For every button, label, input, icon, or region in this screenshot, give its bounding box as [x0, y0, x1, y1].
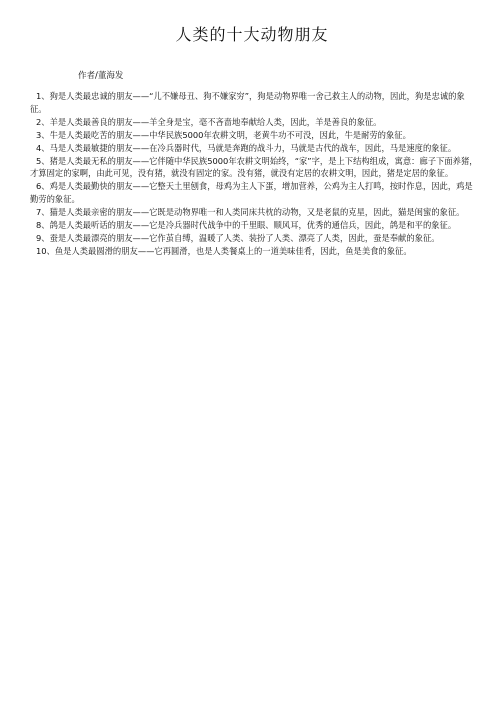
author-line: 作者/董海发: [78, 71, 124, 81]
paragraph-3: 3、牛是人类最吃苦的朋友——中华民族5000年农耕文明，老黄牛功不可没，因此，牛是耐劳的象征。: [36, 129, 411, 140]
document-title: 人类的十大动物朋友: [175, 25, 329, 44]
paragraph-2: 2、羊是人类最善良的朋友——羊全身是宝，毫不吝啬地奉献给人类，因此，羊是善良的象征。: [36, 116, 382, 127]
paragraph-5: 5、猪是人类最无私的朋友——它伴随中华民族5000年农耕文明始终，“家”字，是上下结构组成，寓意：廊子下面养猪，才算固定的家啊，由此可见，没有猪，就没有固定的家。没有猪，就没有定居的农耕文明，因此，猪是定居的象征。: [30, 155, 478, 179]
paragraph-1: 1、狗是人类最忠诚的朋友——“儿不嫌母丑、狗不嫌家穷”，狗是动物界唯一舍己救主人的动物，因此，狗是忠诚的象征。: [30, 91, 465, 114]
paragraph-8: 8、鸽是人类最听话的朋友——它是冷兵器时代战争中的千里眼、顺风耳，优秀的通信兵，因此，鸽是和平的象征。: [36, 220, 457, 231]
paragraph-10: 10、鱼是人类最圆滑的朋友——它再圆滑，也是人类餐桌上的一道美味佳肴，因此，鱼是美食的象征。: [36, 245, 412, 256]
paragraph-9: 9、蚕是人类最漂亮的朋友——它作茧自缚，温暖了人类、装扮了人类、漂亮了人类，因此，蚕是奉献的象征。: [36, 232, 440, 243]
document-body: [30, 90, 478, 258]
paragraph-4: 4、马是人类最敏捷的朋友——在冷兵器时代，马就是奔跑的战斗力，马就是古代的战车，因此，马是速度的象征。: [36, 142, 457, 153]
paragraph-6: 6、鸡是人类最勤快的朋友——它整天土里刨食，母鸡为主人下蛋，增加营养，公鸡为主人打鸣，按时作息，因此，鸡是勤劳的象征。: [30, 181, 473, 205]
paragraph-7: 7、猫是人类最亲密的朋友——它既是动物界唯一和人类同床共枕的动物，又是老鼠的克星，因此，猫是闺蜜的象征。: [36, 207, 465, 218]
